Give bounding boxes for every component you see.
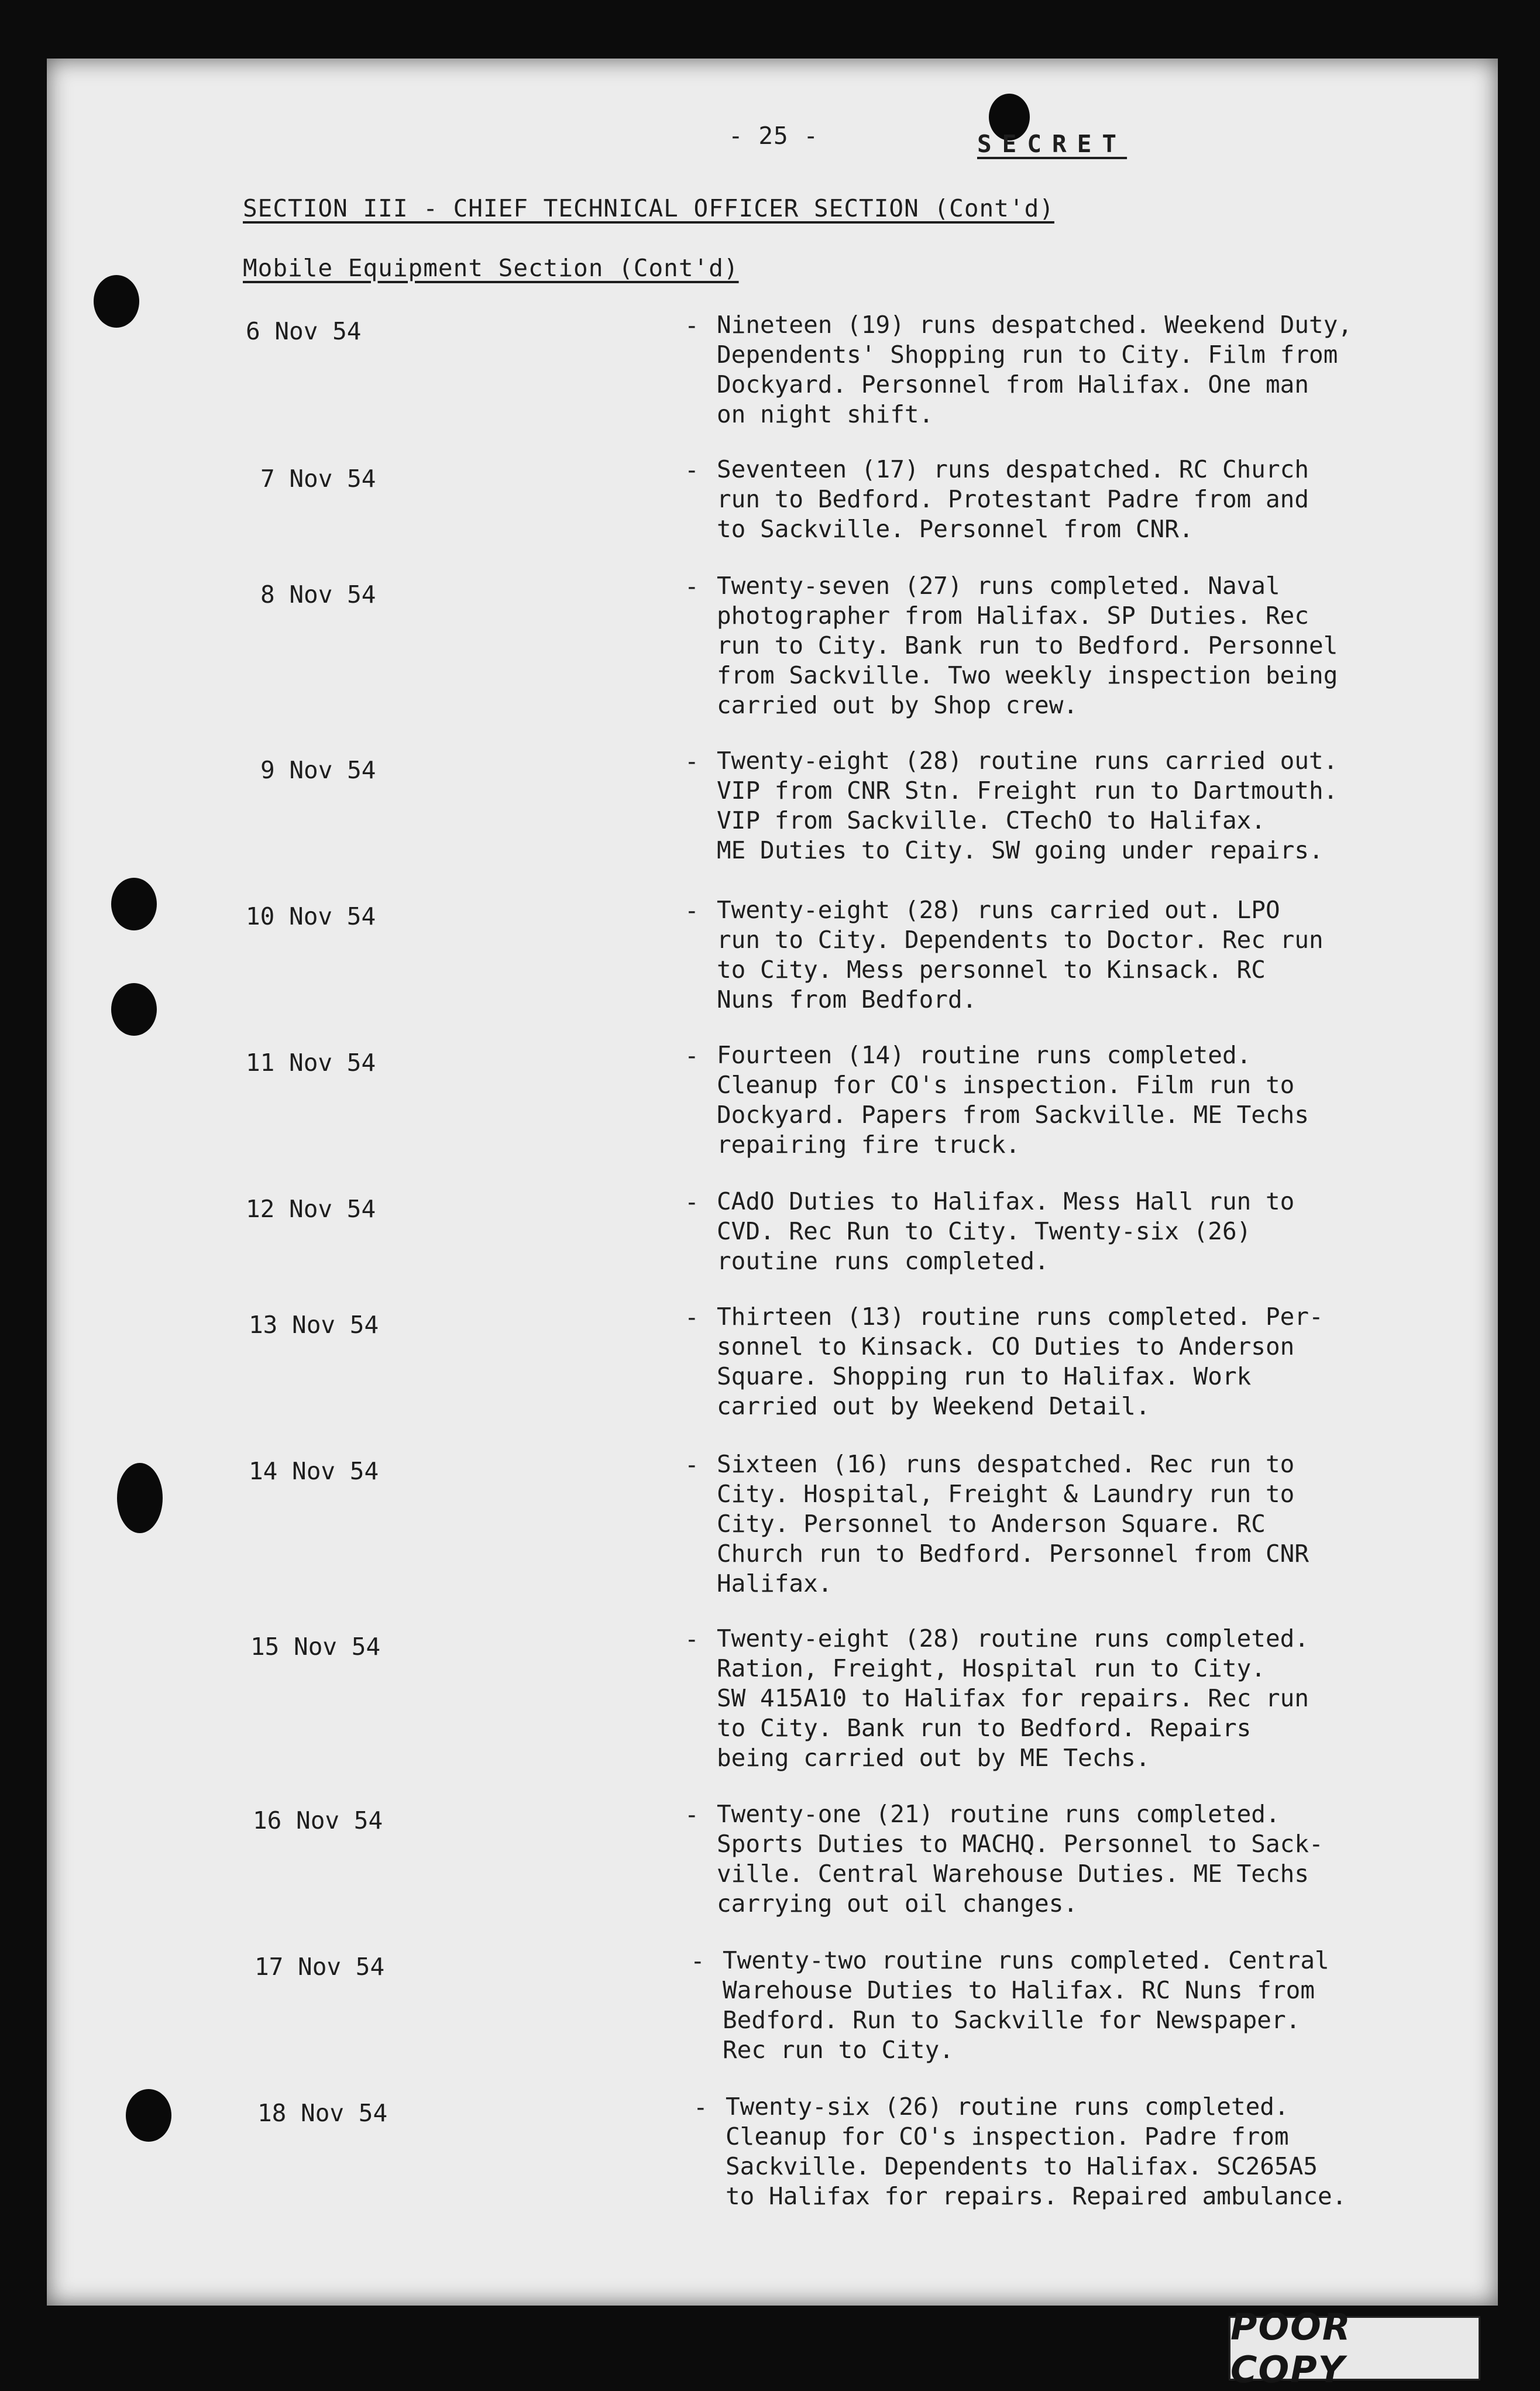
entry-dash: - — [685, 1451, 699, 1479]
punch-hole — [126, 2089, 171, 2142]
entry-text: Twenty-eight (28) routine runs completed. Ration, Freight, Hospital run to City. SW 415A10 to Halifax for repairs. Rec run to City. Bank run to Bedford. Repairs being carried out by ME Techs. — [717, 1624, 1309, 1772]
entry-dash: - — [685, 896, 699, 925]
entry-date: 11 Nov 54 — [246, 1049, 376, 1077]
entry-dash: - — [685, 572, 699, 600]
punch-hole — [111, 983, 157, 1036]
subsection-title: Mobile Equipment Section (Cont'd) — [243, 254, 739, 282]
entry-dash: - — [685, 1042, 699, 1070]
entry-text: Twenty-one (21) routine runs completed. Sports Duties to MACHQ. Personnel to Sack- ville. Central Warehouse Duties. ME Techs carrying out oil changes. — [717, 1800, 1324, 1918]
entry-text: Twenty-two routine runs completed. Central Warehouse Duties to Halifax. RC Nuns from Bedford. Run to Sackville for Newspaper. Rec run to City. — [723, 1946, 1329, 2064]
entry-text: Fourteen (14) routine runs completed. Cleanup for CO's inspection. Film run to Dockyard. Papers from Sackville. ME Techs repairing fire truck. — [717, 1041, 1309, 1159]
poor-copy-stamp: POOR COPY — [1229, 2316, 1480, 2380]
page-number: - 25 - — [728, 122, 819, 150]
entry-text: Twenty-eight (28) runs carried out. LPO run to City. Dependents to Doctor. Rec run to City. Mess personnel to Kinsack. RC Nuns from Bedford. — [717, 896, 1324, 1014]
entry-dash: - — [685, 1188, 699, 1216]
classification-marking: SECRET — [977, 130, 1128, 158]
entry-date: 17 Nov 54 — [255, 1953, 385, 1981]
entry-dash: - — [685, 1801, 699, 1829]
entry-text: Seventeen (17) runs despatched. RC Church run to Bedford. Protestant Padre from and to Sackville. Personnel from CNR. — [717, 455, 1309, 543]
entry-dash: - — [693, 2093, 708, 2121]
entry-date: 18 Nov 54 — [257, 2099, 388, 2127]
punch-hole — [94, 275, 139, 328]
entry-text: Twenty-eight (28) routine runs carried out. VIP from CNR Stn. Freight run to Dartmouth. VIP from Sackville. CTechO to Halifax. ME Duties to City. SW going under repairs. — [717, 747, 1338, 864]
punch-hole — [111, 878, 157, 930]
entry-dash: - — [685, 747, 699, 775]
entry-text: Twenty-six (26) routine runs completed. Cleanup for CO's inspection. Padre from Sackville. Dependents to Halifax. SC265A5 to Halifax for repairs. Repaired ambulance. — [726, 2093, 1347, 2210]
punch-hole — [117, 1463, 163, 1533]
entry-text: Sixteen (16) runs despatched. Rec run to City. Hospital, Freight & Laundry run to City. Personnel to Anderson Square. RC Church run to Bedford. Personnel from CNR Halifax. — [717, 1450, 1309, 1598]
entry-date: 8 Nov 54 — [260, 580, 376, 609]
entry-text: CAdO Duties to Halifax. Mess Hall run to CVD. Rec Run to City. Twenty-six (26) routine runs completed. — [717, 1187, 1295, 1275]
entry-dash: - — [685, 311, 699, 339]
entry-dash: - — [690, 1947, 705, 1975]
section-title: SECTION III - CHIEF TECHNICAL OFFICER SECTION (Cont'd) — [243, 194, 1054, 222]
entry-date: 7 Nov 54 — [260, 465, 376, 493]
entry-date: 12 Nov 54 — [246, 1195, 376, 1223]
entry-date: 14 Nov 54 — [249, 1457, 379, 1485]
entry-text: Nineteen (19) runs despatched. Weekend Duty, Dependents' Shopping run to City. Film from Dockyard. Personnel from Halifax. One man on night shift. — [717, 311, 1353, 428]
entry-date: 15 Nov 54 — [250, 1633, 381, 1661]
entry-date: 16 Nov 54 — [253, 1806, 383, 1835]
entry-dash: - — [685, 456, 699, 484]
entry-date: 6 Nov 54 — [246, 317, 362, 345]
entry-dash: - — [685, 1303, 699, 1331]
entry-dash: - — [685, 1625, 699, 1653]
entry-text: Twenty-seven (27) runs completed. Naval photographer from Halifax. SP Duties. Rec run to City. Bank run to Bedford. Personnel from Sackville. Two weekly inspection being carried out by Shop crew. — [717, 572, 1338, 719]
entry-date: 13 Nov 54 — [249, 1311, 379, 1339]
entry-date: 9 Nov 54 — [260, 756, 376, 784]
entry-text: Thirteen (13) routine runs completed. Per- sonnel to Kinsack. CO Duties to Anderson Square. Shopping run to Halifax. Work carried out by Weekend Detail. — [717, 1303, 1324, 1420]
entry-date: 10 Nov 54 — [246, 902, 376, 930]
